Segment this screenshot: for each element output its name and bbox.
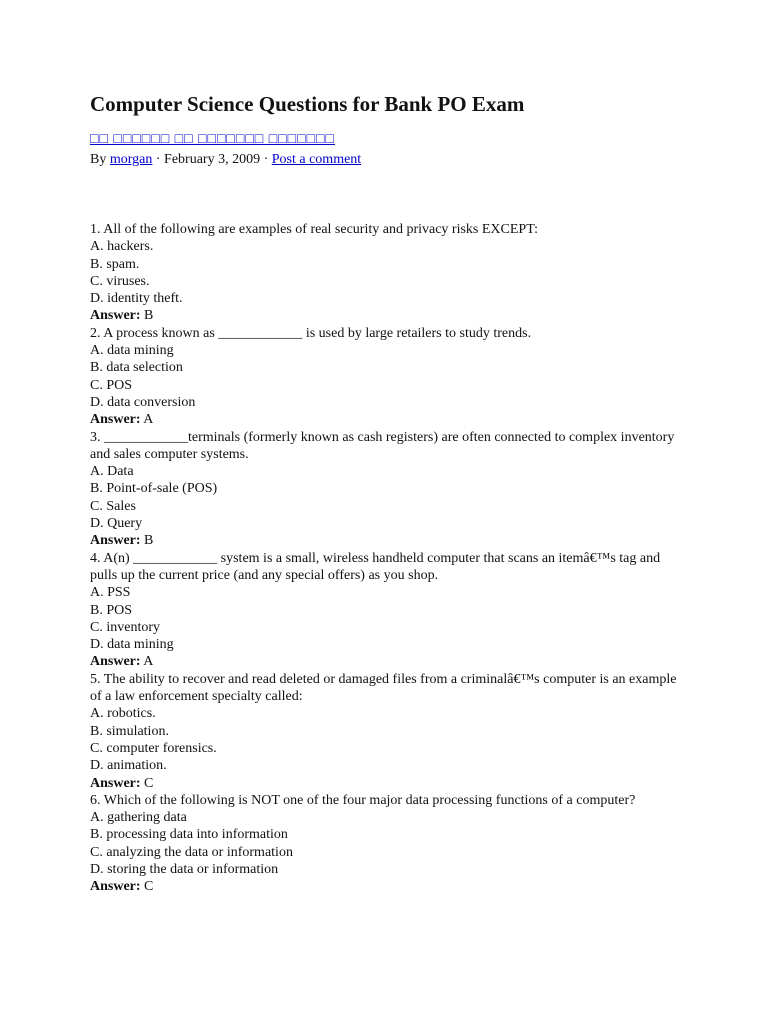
question-block xyxy=(90,671,690,792)
page-title: Computer Science Questions for Bank PO Exam xyxy=(90,92,525,116)
answer-option: C. viruses. xyxy=(90,273,150,289)
answer-label: Answer: xyxy=(90,412,141,428)
answer-option: D. animation. xyxy=(90,758,167,774)
answer-option: B. processing data into information xyxy=(90,827,288,843)
translated-title-link[interactable]: □□ □□□□□□ □□ □□□□□□□ □□□□□□□ xyxy=(90,132,335,147)
answer-line xyxy=(90,307,690,324)
answer-option: A. data mining xyxy=(90,343,174,359)
post-comment-link[interactable]: Post a comment xyxy=(271,152,362,167)
question-text: 6. Which of the following is NOT one of the four major data processing functions of a computer? xyxy=(90,792,636,808)
answer-label: Answer: xyxy=(90,533,141,549)
question-block xyxy=(90,550,690,671)
answer-option: D. data mining xyxy=(90,637,174,653)
answer-option: B. Point-of-sale (POS) xyxy=(90,481,218,497)
answer-value: C xyxy=(140,775,154,791)
answer-value: B xyxy=(140,308,154,324)
answer-value: A xyxy=(140,654,154,670)
answer-option: A. robotics. xyxy=(90,706,156,722)
answer-option: A. gathering data xyxy=(90,810,187,826)
question-list xyxy=(90,221,690,896)
post-date: February 3, 2009 xyxy=(164,152,261,167)
answer-option: D. storing the data or information xyxy=(90,861,279,877)
answer-value: A xyxy=(140,412,154,428)
answer-option: B. data selection xyxy=(90,360,183,376)
question-text: 3. ____________terminals (formerly known as cash registers) are often connected to complex inventory and sales computer systems. xyxy=(90,429,675,462)
answer-line xyxy=(90,532,690,549)
question-text: 2. A process known as ____________ is used by large retailers to study trends. xyxy=(90,325,532,341)
answer-value: C xyxy=(140,879,154,895)
answer-option: A. hackers. xyxy=(90,239,154,255)
answer-line xyxy=(90,878,690,895)
answer-option: C. Sales xyxy=(90,498,136,514)
answer-line xyxy=(90,653,690,670)
question-text: 4. A(n) ____________ system is a small, wireless handheld computer that scans an itemâ€™s tag and pulls up the current price (and any special offers) as you shop. xyxy=(90,550,661,583)
answer-option: B. POS xyxy=(90,602,133,618)
answer-label: Answer: xyxy=(90,654,141,670)
question-text: 5. The ability to recover and read deleted or damaged files from a criminalâ€™s computer is an example of a law enforcement specialty called: xyxy=(90,671,677,705)
answer-value: B xyxy=(140,533,154,549)
answer-option: D. Query xyxy=(90,516,143,532)
answer-option: C. POS xyxy=(90,377,133,393)
answer-option: C. analyzing the data or information xyxy=(90,844,293,860)
answer-option: D. identity theft. xyxy=(90,291,183,307)
answer-option: A. Data xyxy=(90,464,134,480)
answer-option: A. PSS xyxy=(90,585,131,601)
answer-label: Answer: xyxy=(90,775,141,791)
byline-prefix: By xyxy=(90,152,110,167)
answer-label: Answer: xyxy=(90,308,141,324)
question-block xyxy=(90,221,690,325)
question-block xyxy=(90,429,690,550)
answer-option: D. data conversion xyxy=(90,394,196,410)
answer-option: B. spam. xyxy=(90,256,140,272)
question-block xyxy=(90,325,690,429)
byline-separator: · xyxy=(260,152,272,167)
answer-option: C. computer forensics. xyxy=(90,740,217,756)
question-block xyxy=(90,792,690,896)
byline xyxy=(90,150,361,170)
question-text: 1. All of the following are examples of real security and privacy risks EXCEPT: xyxy=(90,222,538,237)
answer-line xyxy=(90,775,690,792)
answer-label: Answer: xyxy=(90,879,141,895)
byline-separator: · xyxy=(152,152,165,167)
author-link[interactable]: morgan xyxy=(109,152,153,167)
answer-option: C. inventory xyxy=(90,619,160,635)
answer-option: B. simulation. xyxy=(90,723,169,739)
answer-line xyxy=(90,411,690,428)
